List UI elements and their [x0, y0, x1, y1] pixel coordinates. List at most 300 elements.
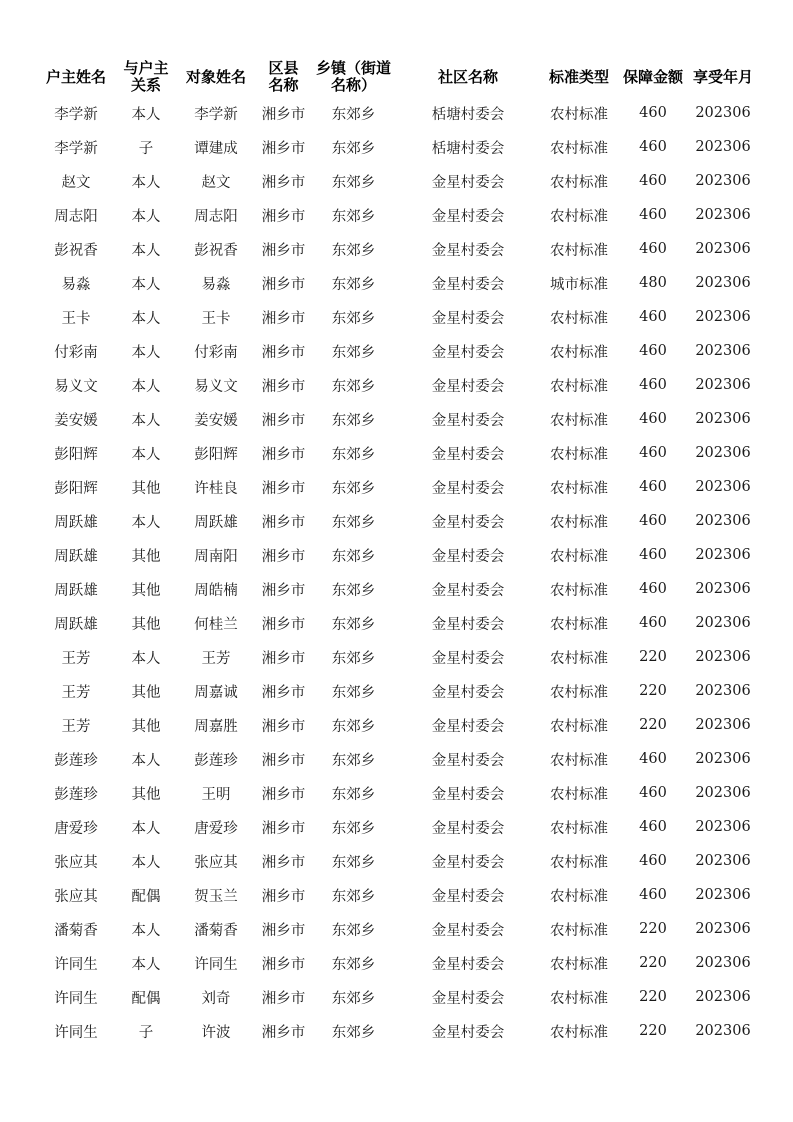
- table-row: [36, 1014, 758, 1048]
- cell-relation-to-head: 配偶: [131, 990, 161, 1007]
- cell-benefit-month: 202306: [695, 853, 751, 869]
- cell-township-name: 东郊乡: [331, 480, 376, 497]
- column-header-household-head-name: [36, 58, 116, 96]
- cell-household-head-name: 许同生: [54, 956, 98, 973]
- cell-benefit-month: 202306: [695, 1023, 751, 1039]
- table-row: [36, 402, 758, 436]
- cell-relation-to-head: 配偶: [131, 888, 161, 905]
- cell-household-head-name: 潘菊香: [54, 922, 98, 939]
- cell-relation-to-head: 本人: [131, 752, 161, 769]
- cell-recipient-name: 许桂良: [194, 480, 238, 497]
- cell-household-head-name: 李学新: [54, 106, 98, 123]
- table-row: [36, 674, 758, 708]
- table-row: [36, 334, 758, 368]
- cell-district-name: 湘乡市: [261, 820, 306, 837]
- cell-standard-type: 农村标准: [550, 956, 608, 973]
- cell-standard-type: 农村标准: [550, 412, 608, 429]
- table-row: [36, 130, 758, 164]
- cell-benefit-month: 202306: [695, 955, 751, 971]
- cell-recipient-name: 周嘉诚: [194, 684, 238, 701]
- cell-subsidy-amount: 460: [639, 853, 667, 869]
- cell-subsidy-amount: 460: [639, 241, 667, 257]
- cell-benefit-month: 202306: [695, 921, 751, 937]
- cell-relation-to-head: 本人: [131, 650, 161, 667]
- cell-recipient-name: 王芳: [201, 650, 231, 667]
- cell-recipient-name: 周皓楠: [194, 582, 238, 599]
- cell-community-name: 金星村委会: [431, 310, 505, 327]
- cell-community-name: 金星村委会: [431, 990, 505, 1007]
- cell-district-name: 湘乡市: [261, 990, 306, 1007]
- cell-benefit-month: 202306: [695, 785, 751, 801]
- table-row: [36, 640, 758, 674]
- column-header-relation-to-head: [116, 58, 176, 96]
- table-row: [36, 844, 758, 878]
- cell-township-name: 东郊乡: [331, 208, 376, 225]
- cell-recipient-name: 张应其: [194, 854, 238, 871]
- cell-subsidy-amount: 460: [639, 751, 667, 767]
- table-row: [36, 436, 758, 470]
- cell-community-name: 金星村委会: [431, 1024, 505, 1041]
- column-header-benefit-month: [688, 58, 758, 96]
- cell-standard-type: 农村标准: [550, 242, 608, 259]
- cell-standard-type: 农村标准: [550, 820, 608, 837]
- cell-recipient-name: 贺玉兰: [194, 888, 238, 905]
- table-row: [36, 368, 758, 402]
- cell-benefit-month: 202306: [695, 343, 751, 359]
- cell-relation-to-head: 其他: [131, 582, 161, 599]
- table-row: [36, 878, 758, 912]
- cell-subsidy-amount: 460: [639, 547, 667, 563]
- cell-standard-type: 农村标准: [550, 786, 608, 803]
- cell-household-head-name: 周跃雄: [54, 582, 98, 599]
- table-row: [36, 504, 758, 538]
- cell-relation-to-head: 本人: [131, 378, 161, 395]
- cell-community-name: 金星村委会: [431, 276, 505, 293]
- cell-community-name: 金星村委会: [431, 752, 505, 769]
- cell-community-name: 金星村委会: [431, 242, 505, 259]
- cell-standard-type: 农村标准: [550, 480, 608, 497]
- table-header-row: [36, 58, 758, 96]
- cell-township-name: 东郊乡: [331, 888, 376, 905]
- cell-district-name: 湘乡市: [261, 786, 306, 803]
- cell-relation-to-head: 本人: [131, 854, 161, 871]
- cell-district-name: 湘乡市: [261, 310, 306, 327]
- cell-household-head-name: 王卡: [61, 310, 91, 327]
- cell-standard-type: 农村标准: [550, 684, 608, 701]
- cell-benefit-month: 202306: [695, 649, 751, 665]
- cell-standard-type: 农村标准: [550, 106, 608, 123]
- cell-household-head-name: 王芳: [61, 718, 91, 735]
- cell-benefit-month: 202306: [695, 445, 751, 461]
- cell-district-name: 湘乡市: [261, 514, 306, 531]
- cell-community-name: 金星村委会: [431, 446, 505, 463]
- cell-benefit-month: 202306: [695, 751, 751, 767]
- cell-relation-to-head: 本人: [131, 956, 161, 973]
- cell-community-name: 金星村委会: [431, 718, 505, 735]
- cell-township-name: 东郊乡: [331, 344, 376, 361]
- cell-household-head-name: 赵文: [61, 174, 91, 191]
- cell-relation-to-head: 其他: [131, 480, 161, 497]
- cell-standard-type: 农村标准: [550, 922, 608, 939]
- cell-township-name: 东郊乡: [331, 446, 376, 463]
- cell-district-name: 湘乡市: [261, 174, 306, 191]
- cell-household-head-name: 李学新: [54, 140, 98, 157]
- cell-benefit-month: 202306: [695, 411, 751, 427]
- cell-recipient-name: 周志阳: [194, 208, 238, 225]
- cell-township-name: 东郊乡: [331, 820, 376, 837]
- cell-district-name: 湘乡市: [261, 446, 306, 463]
- cell-relation-to-head: 其他: [131, 616, 161, 633]
- cell-recipient-name: 周跃雄: [194, 514, 238, 531]
- cell-community-name: 金星村委会: [431, 786, 505, 803]
- cell-subsidy-amount: 460: [639, 343, 667, 359]
- table-row: [36, 96, 758, 130]
- cell-community-name: 金星村委会: [431, 922, 505, 939]
- cell-township-name: 东郊乡: [331, 922, 376, 939]
- cell-relation-to-head: 子: [138, 1024, 154, 1041]
- cell-standard-type: 农村标准: [550, 650, 608, 667]
- cell-subsidy-amount: 220: [639, 955, 667, 971]
- cell-subsidy-amount: 460: [639, 819, 667, 835]
- cell-township-name: 东郊乡: [331, 378, 376, 395]
- cell-township-name: 东郊乡: [331, 242, 376, 259]
- cell-standard-type: 城市标准: [550, 276, 608, 293]
- cell-township-name: 东郊乡: [331, 616, 376, 633]
- cell-subsidy-amount: 460: [639, 377, 667, 393]
- cell-relation-to-head: 本人: [131, 344, 161, 361]
- table-row: [36, 776, 758, 810]
- cell-community-name: 金星村委会: [431, 412, 505, 429]
- column-header-line: 社区名称: [437, 67, 498, 86]
- cell-household-head-name: 张应其: [54, 888, 98, 905]
- table-body: [36, 96, 758, 1048]
- cell-subsidy-amount: 220: [639, 717, 667, 733]
- cell-recipient-name: 潘菊香: [194, 922, 238, 939]
- cell-recipient-name: 唐爱珍: [194, 820, 238, 837]
- cell-standard-type: 农村标准: [550, 752, 608, 769]
- cell-household-head-name: 姜安媛: [54, 412, 98, 429]
- cell-township-name: 东郊乡: [331, 276, 376, 293]
- cell-household-head-name: 易淼: [61, 276, 91, 293]
- cell-benefit-month: 202306: [695, 683, 751, 699]
- cell-relation-to-head: 本人: [131, 820, 161, 837]
- cell-benefit-month: 202306: [695, 377, 751, 393]
- cell-standard-type: 农村标准: [550, 616, 608, 633]
- column-header-district-name: [256, 58, 311, 96]
- cell-recipient-name: 姜安媛: [194, 412, 238, 429]
- cell-benefit-month: 202306: [695, 309, 751, 325]
- cell-community-name: 金星村委会: [431, 174, 505, 191]
- cell-recipient-name: 周嘉胜: [194, 718, 238, 735]
- assistance-table: [36, 58, 758, 1048]
- table-row: [36, 742, 758, 776]
- table-row: [36, 810, 758, 844]
- cell-district-name: 湘乡市: [261, 140, 306, 157]
- cell-standard-type: 农村标准: [550, 208, 608, 225]
- cell-subsidy-amount: 460: [639, 173, 667, 189]
- cell-relation-to-head: 本人: [131, 412, 161, 429]
- cell-household-head-name: 张应其: [54, 854, 98, 871]
- cell-household-head-name: 彭莲珍: [54, 752, 98, 769]
- cell-district-name: 湘乡市: [261, 582, 306, 599]
- cell-relation-to-head: 本人: [131, 514, 161, 531]
- cell-relation-to-head: 其他: [131, 684, 161, 701]
- cell-standard-type: 农村标准: [550, 378, 608, 395]
- cell-recipient-name: 周南阳: [194, 548, 238, 565]
- cell-relation-to-head: 本人: [131, 106, 161, 123]
- cell-district-name: 湘乡市: [261, 276, 306, 293]
- cell-household-head-name: 周跃雄: [54, 616, 98, 633]
- cell-recipient-name: 彭祝香: [194, 242, 238, 259]
- cell-household-head-name: 周跃雄: [54, 548, 98, 565]
- column-header-standard-type: [540, 58, 618, 96]
- cell-recipient-name: 许同生: [194, 956, 238, 973]
- cell-subsidy-amount: 460: [639, 411, 667, 427]
- table-row: [36, 980, 758, 1014]
- cell-benefit-month: 202306: [695, 173, 751, 189]
- cell-community-name: 金星村委会: [431, 514, 505, 531]
- cell-subsidy-amount: 220: [639, 989, 667, 1005]
- cell-district-name: 湘乡市: [261, 106, 306, 123]
- cell-household-head-name: 彭祝香: [54, 242, 98, 259]
- cell-community-name: 金星村委会: [431, 480, 505, 497]
- cell-household-head-name: 周跃雄: [54, 514, 98, 531]
- cell-district-name: 湘乡市: [261, 412, 306, 429]
- cell-district-name: 湘乡市: [261, 208, 306, 225]
- cell-benefit-month: 202306: [695, 513, 751, 529]
- cell-township-name: 东郊乡: [331, 684, 376, 701]
- table-row: [36, 198, 758, 232]
- cell-township-name: 东郊乡: [331, 956, 376, 973]
- cell-relation-to-head: 子: [138, 140, 154, 157]
- cell-subsidy-amount: 220: [639, 921, 667, 937]
- cell-township-name: 东郊乡: [331, 310, 376, 327]
- cell-recipient-name: 许波: [201, 1024, 231, 1041]
- cell-community-name: 金星村委会: [431, 548, 505, 565]
- cell-community-name: 金星村委会: [431, 616, 505, 633]
- table-row: [36, 946, 758, 980]
- cell-subsidy-amount: 480: [639, 275, 667, 291]
- cell-district-name: 湘乡市: [261, 242, 306, 259]
- column-header-line: 对象姓名: [185, 67, 246, 86]
- cell-standard-type: 农村标准: [550, 582, 608, 599]
- table-row: [36, 708, 758, 742]
- cell-benefit-month: 202306: [695, 819, 751, 835]
- cell-standard-type: 农村标准: [550, 854, 608, 871]
- cell-benefit-month: 202306: [695, 887, 751, 903]
- cell-community-name: 金星村委会: [431, 208, 505, 225]
- cell-benefit-month: 202306: [695, 207, 751, 223]
- cell-township-name: 东郊乡: [331, 140, 376, 157]
- cell-standard-type: 农村标准: [550, 718, 608, 735]
- cell-relation-to-head: 本人: [131, 174, 161, 191]
- cell-community-name: 金星村委会: [431, 854, 505, 871]
- cell-community-name: 金星村委会: [431, 344, 505, 361]
- cell-household-head-name: 唐爱珍: [54, 820, 98, 837]
- cell-community-name: 金星村委会: [431, 956, 505, 973]
- column-header-subsidy-amount: [618, 58, 688, 96]
- cell-district-name: 湘乡市: [261, 888, 306, 905]
- column-header-township-name: [311, 58, 396, 96]
- cell-standard-type: 农村标准: [550, 990, 608, 1007]
- column-header-line: 区县: [268, 59, 299, 77]
- cell-district-name: 湘乡市: [261, 1024, 306, 1041]
- cell-relation-to-head: 本人: [131, 922, 161, 939]
- table-row: [36, 572, 758, 606]
- cell-household-head-name: 周志阳: [54, 208, 98, 225]
- cell-benefit-month: 202306: [695, 139, 751, 155]
- cell-subsidy-amount: 460: [639, 581, 667, 597]
- cell-recipient-name: 刘奇: [201, 990, 231, 1007]
- column-header-line: 名称）: [330, 76, 376, 94]
- cell-community-name: 金星村委会: [431, 378, 505, 395]
- cell-township-name: 东郊乡: [331, 650, 376, 667]
- cell-township-name: 东郊乡: [331, 106, 376, 123]
- cell-subsidy-amount: 460: [639, 207, 667, 223]
- table-row: [36, 538, 758, 572]
- cell-standard-type: 农村标准: [550, 140, 608, 157]
- cell-household-head-name: 彭莲珍: [54, 786, 98, 803]
- cell-subsidy-amount: 460: [639, 139, 667, 155]
- cell-relation-to-head: 其他: [131, 718, 161, 735]
- cell-township-name: 东郊乡: [331, 786, 376, 803]
- cell-community-name: 金星村委会: [431, 582, 505, 599]
- cell-relation-to-head: 本人: [131, 310, 161, 327]
- cell-standard-type: 农村标准: [550, 514, 608, 531]
- table-row: [36, 164, 758, 198]
- cell-recipient-name: 王卡: [201, 310, 231, 327]
- cell-benefit-month: 202306: [695, 479, 751, 495]
- table-row: [36, 300, 758, 334]
- column-header-line: 标准类型: [548, 67, 609, 86]
- column-header-line: 关系: [130, 76, 161, 94]
- cell-community-name: 金星村委会: [431, 888, 505, 905]
- cell-subsidy-amount: 460: [639, 785, 667, 801]
- cell-benefit-month: 202306: [695, 547, 751, 563]
- cell-district-name: 湘乡市: [261, 616, 306, 633]
- table-row: [36, 232, 758, 266]
- cell-household-head-name: 彭阳辉: [54, 446, 98, 463]
- cell-subsidy-amount: 220: [639, 683, 667, 699]
- cell-relation-to-head: 其他: [131, 786, 161, 803]
- cell-standard-type: 农村标准: [550, 344, 608, 361]
- cell-township-name: 东郊乡: [331, 548, 376, 565]
- cell-township-name: 东郊乡: [331, 174, 376, 191]
- cell-relation-to-head: 本人: [131, 276, 161, 293]
- cell-subsidy-amount: 460: [639, 309, 667, 325]
- cell-household-head-name: 付彩南: [54, 344, 98, 361]
- cell-recipient-name: 李学新: [194, 106, 238, 123]
- cell-recipient-name: 何桂兰: [194, 616, 238, 633]
- column-header-line: 乡镇（街道: [315, 59, 391, 77]
- cell-subsidy-amount: 460: [639, 615, 667, 631]
- cell-relation-to-head: 本人: [131, 242, 161, 259]
- cell-recipient-name: 赵文: [201, 174, 231, 191]
- cell-subsidy-amount: 220: [639, 1023, 667, 1039]
- cell-township-name: 东郊乡: [331, 1024, 376, 1041]
- cell-benefit-month: 202306: [695, 241, 751, 257]
- cell-benefit-month: 202306: [695, 581, 751, 597]
- cell-recipient-name: 易义文: [194, 378, 238, 395]
- cell-township-name: 东郊乡: [331, 582, 376, 599]
- cell-standard-type: 农村标准: [550, 310, 608, 327]
- cell-subsidy-amount: 220: [639, 649, 667, 665]
- cell-community-name: 金星村委会: [431, 650, 505, 667]
- cell-household-head-name: 许同生: [54, 1024, 98, 1041]
- cell-standard-type: 农村标准: [550, 548, 608, 565]
- table-row: [36, 266, 758, 300]
- cell-benefit-month: 202306: [695, 105, 751, 121]
- cell-community-name: 金星村委会: [431, 684, 505, 701]
- cell-township-name: 东郊乡: [331, 854, 376, 871]
- cell-recipient-name: 谭建成: [194, 140, 238, 157]
- table-row: [36, 470, 758, 504]
- cell-benefit-month: 202306: [695, 717, 751, 733]
- cell-township-name: 东郊乡: [331, 990, 376, 1007]
- cell-recipient-name: 易淼: [201, 276, 231, 293]
- cell-benefit-month: 202306: [695, 989, 751, 1005]
- cell-household-head-name: 许同生: [54, 990, 98, 1007]
- cell-township-name: 东郊乡: [331, 412, 376, 429]
- table-row: [36, 912, 758, 946]
- cell-recipient-name: 彭莲珍: [194, 752, 238, 769]
- cell-subsidy-amount: 460: [639, 887, 667, 903]
- cell-district-name: 湘乡市: [261, 684, 306, 701]
- cell-standard-type: 农村标准: [550, 1024, 608, 1041]
- cell-household-head-name: 王芳: [61, 650, 91, 667]
- cell-relation-to-head: 本人: [131, 208, 161, 225]
- cell-township-name: 东郊乡: [331, 752, 376, 769]
- cell-district-name: 湘乡市: [261, 718, 306, 735]
- cell-relation-to-head: 本人: [131, 446, 161, 463]
- cell-district-name: 湘乡市: [261, 956, 306, 973]
- cell-household-head-name: 王芳: [61, 684, 91, 701]
- cell-benefit-month: 202306: [695, 615, 751, 631]
- cell-recipient-name: 王明: [201, 786, 231, 803]
- cell-relation-to-head: 其他: [131, 548, 161, 565]
- cell-subsidy-amount: 460: [639, 479, 667, 495]
- cell-standard-type: 农村标准: [550, 888, 608, 905]
- cell-standard-type: 农村标准: [550, 446, 608, 463]
- cell-township-name: 东郊乡: [331, 514, 376, 531]
- cell-community-name: 栝塘村委会: [431, 106, 505, 123]
- cell-district-name: 湘乡市: [261, 548, 306, 565]
- cell-district-name: 湘乡市: [261, 922, 306, 939]
- cell-benefit-month: 202306: [695, 275, 751, 291]
- table-row: [36, 606, 758, 640]
- cell-community-name: 金星村委会: [431, 820, 505, 837]
- cell-household-head-name: 彭阳辉: [54, 480, 98, 497]
- cell-subsidy-amount: 460: [639, 513, 667, 529]
- cell-district-name: 湘乡市: [261, 480, 306, 497]
- cell-community-name: 栝塘村委会: [431, 140, 505, 157]
- cell-district-name: 湘乡市: [261, 378, 306, 395]
- column-header-line: 名称: [268, 76, 299, 94]
- cell-standard-type: 农村标准: [550, 174, 608, 191]
- cell-subsidy-amount: 460: [639, 105, 667, 121]
- column-header-community-name: [396, 58, 540, 96]
- cell-subsidy-amount: 460: [639, 445, 667, 461]
- column-header-line: 与户主: [123, 59, 169, 77]
- cell-district-name: 湘乡市: [261, 854, 306, 871]
- column-header-line: 户主姓名: [45, 67, 106, 86]
- cell-district-name: 湘乡市: [261, 752, 306, 769]
- cell-recipient-name: 彭阳辉: [194, 446, 238, 463]
- cell-household-head-name: 易义文: [54, 378, 98, 395]
- column-header-line: 保障金额: [622, 67, 683, 86]
- column-header-line: 享受年月: [692, 67, 753, 86]
- column-header-recipient-name: [176, 58, 256, 96]
